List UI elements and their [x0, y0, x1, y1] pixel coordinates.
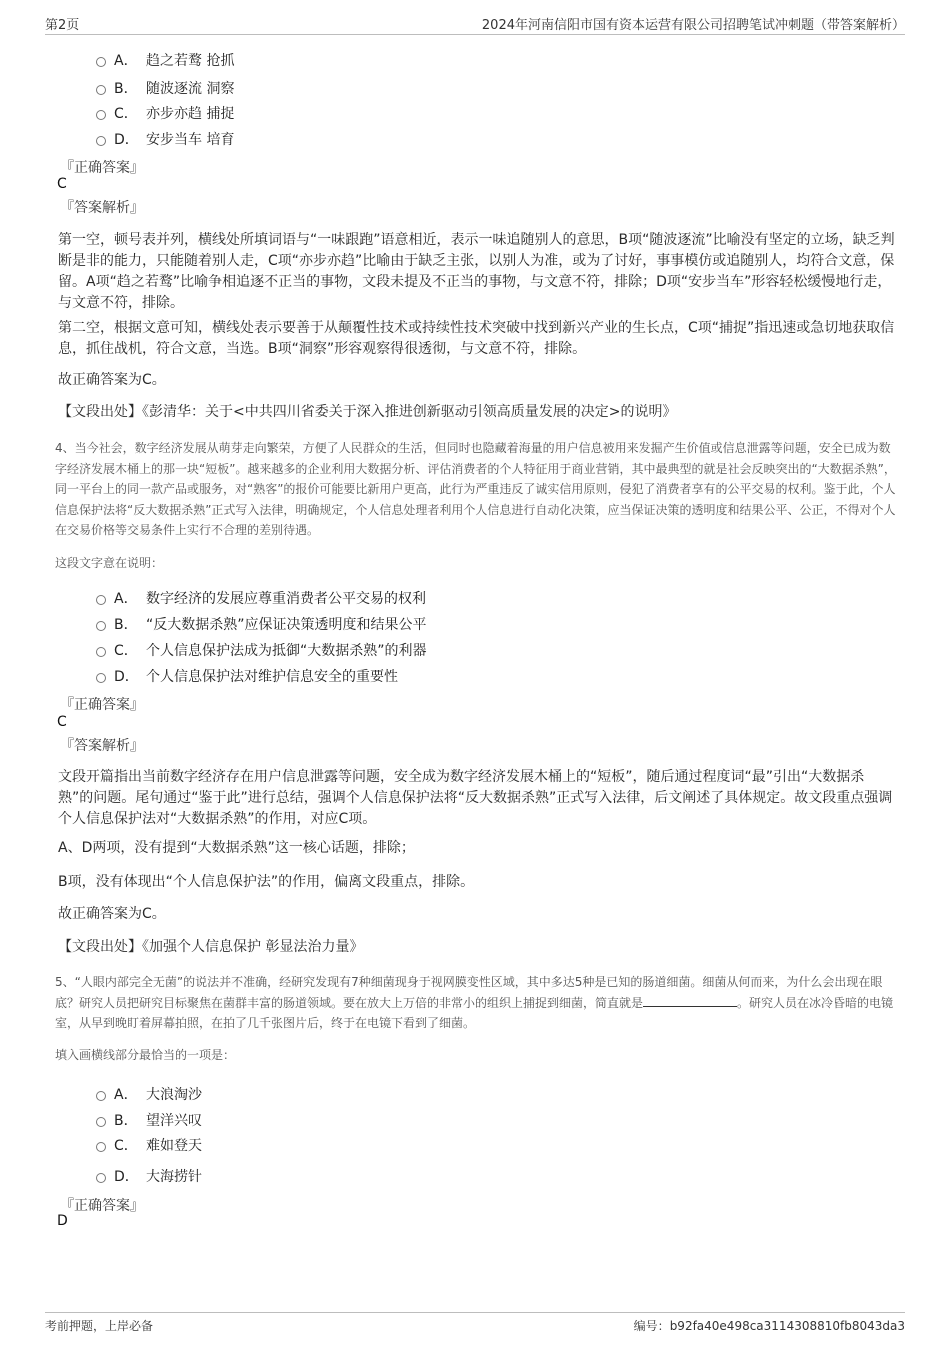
page-footer [45, 1312, 905, 1335]
q5-prompt: 填入画横线部分最恰当的一项是： [55, 1048, 236, 1062]
q3-analysis-paragraph: 第一空，顿号表并列，横线处所填词语与“一味跟跑”语意相近，表示一味追随别人的意思，B项“随波逐流”比喻没有坚定的立场，缺乏判断是非的能力，只能随着别人走，C项“亦步亦趋”比喻由于缺乏主张，以别人为准，或为了讨好，事事模仿或追随别人，均符合文意，保留。A项“趋之若鹜”比喻争相追逐不正当的事物，文段未提及不正当的事物，与文意不符，排除；D项“安步当车”形容轻松缓慢地行走，与文意不符，排除。 [58, 232, 895, 311]
fill-blank [643, 994, 737, 1007]
q5-answer: D [57, 1213, 68, 1229]
radio-icon[interactable] [96, 673, 106, 683]
q5-stem: 5、“人眼内部完全无菌”的说法并不准确，经研究发现有7种细菌现身于视网膜变性区域，其中多达5种是已知的肠道细菌。细菌从何而来，为什么会出现在眼底？研究人员把研究目标聚焦在菌群丰富的肠道领域。要在放大上万倍的非常小的组织上捕捉到细菌，简直就是 。研究人员在冰冷昏暗的电镜室，从早到晚盯着屏幕拍照，在拍了几千张图片后，终于在电镜下看到了细菌。 [55, 975, 894, 1030]
radio-icon[interactable] [96, 110, 106, 120]
q4-analysis-paragraph: A、D两项，没有提到“大数据杀熟”这一核心话题，排除； [58, 840, 415, 856]
q3-answer-label: 『正确答案』 [60, 160, 144, 176]
radio-icon[interactable] [96, 136, 106, 146]
radio-icon[interactable] [96, 85, 106, 95]
q3-analysis-label: 『答案解析』 [60, 200, 144, 216]
radio-icon[interactable] [96, 595, 106, 605]
radio-icon[interactable] [96, 647, 106, 657]
footer-slogan: 考前押题，上岸必备 [45, 1319, 154, 1333]
q4-stem: 4、当今社会，数字经济发展从萌芽走向繁荣，方便了人民群众的生活，但同时也隐藏着海量的用户信息被用来发掘产生价值或信息泄露等问题，安全已成为数字经济发展木桶上的那一块“短板”。越来越多的企业利用大数据分析、评估消费者的个人特征用于商业营销，其中最典型的就是社会反映突出的“大数据杀熟”，同一平台上的同一款产品或服务，对“熟客”的报价可能要比新用户更高，此行为严重违反了诚实信用原则，侵犯了消费者享有的公平交易的权利。鉴于此，个人信息保护法将“反大数据杀熟”正式写入法律，明确规定，个人信息处理者利用个人信息进行自动化决策，应当保证决策的透明度和结果公平、公正，不得对个人在交易价格等交易条件上实行不合理的差别待遇。 [55, 441, 896, 537]
page-header [45, 12, 905, 35]
q3-answer: C [57, 176, 67, 192]
q4-analysis-paragraph: 文段开篇指出当前数字经济存在用户信息泄露等问题，安全成为数字经济发展木桶上的“短板”，随后通过程度词“最”引出“大数据杀熟”的问题。尾句通过“鉴于此”进行总结，强调个人信息保护法将“反大数据杀熟”正式写入法律，后文阐述了具体规定。故文段重点强调个人信息保护法对“大数据杀熟”的作用，对应C项。 [58, 769, 893, 827]
q3-analysis-paragraph: 第二空，根据文意可知，横线处表示要善于从颠覆性技术或持续性技术突破中找到新兴产业的生长点，C项“捕捉”指迅速或急切地获取信息，抓住战机，符合文意，当选。B项“洞察”形容观察得很透彻，与文意不符，排除。 [58, 320, 895, 357]
page-number: 第2页 [45, 18, 80, 33]
q4-prompt: 这段文字意在说明： [55, 556, 164, 570]
q4-answer: C [57, 714, 67, 730]
q3-analysis-conclusion: 故正确答案为C。 [58, 372, 166, 388]
document-code: 编号：b92fa40e498ca3114308810fb8043da3 [633, 1319, 905, 1333]
document-title: 2024年河南信阳市国有资本运营有限公司招聘笔试冲刺题（带答案解析） [481, 18, 905, 33]
q4-analysis-conclusion: 故正确答案为C。 [58, 906, 166, 922]
radio-icon[interactable] [96, 1173, 106, 1183]
radio-icon[interactable] [96, 1142, 106, 1152]
q5-answer-label: 『正确答案』 [60, 1198, 144, 1214]
radio-icon[interactable] [96, 1091, 106, 1101]
q4-analysis-paragraph: B项，没有体现出“个人信息保护法”的作用，偏离文段重点，排除。 [58, 874, 475, 890]
radio-icon[interactable] [96, 1117, 106, 1127]
q4-analysis-label: 『答案解析』 [60, 738, 144, 754]
q4-source: 【文段出处】《加强个人信息保护 彰显法治力量》 [58, 939, 364, 955]
radio-icon[interactable] [96, 621, 106, 631]
q4-answer-label: 『正确答案』 [60, 697, 144, 713]
q3-source: 【文段出处】《彭清华：关于<中共四川省委关于深入推进创新驱动引领高质量发展的决定>的说明》 [58, 404, 677, 420]
radio-icon[interactable] [96, 57, 106, 67]
